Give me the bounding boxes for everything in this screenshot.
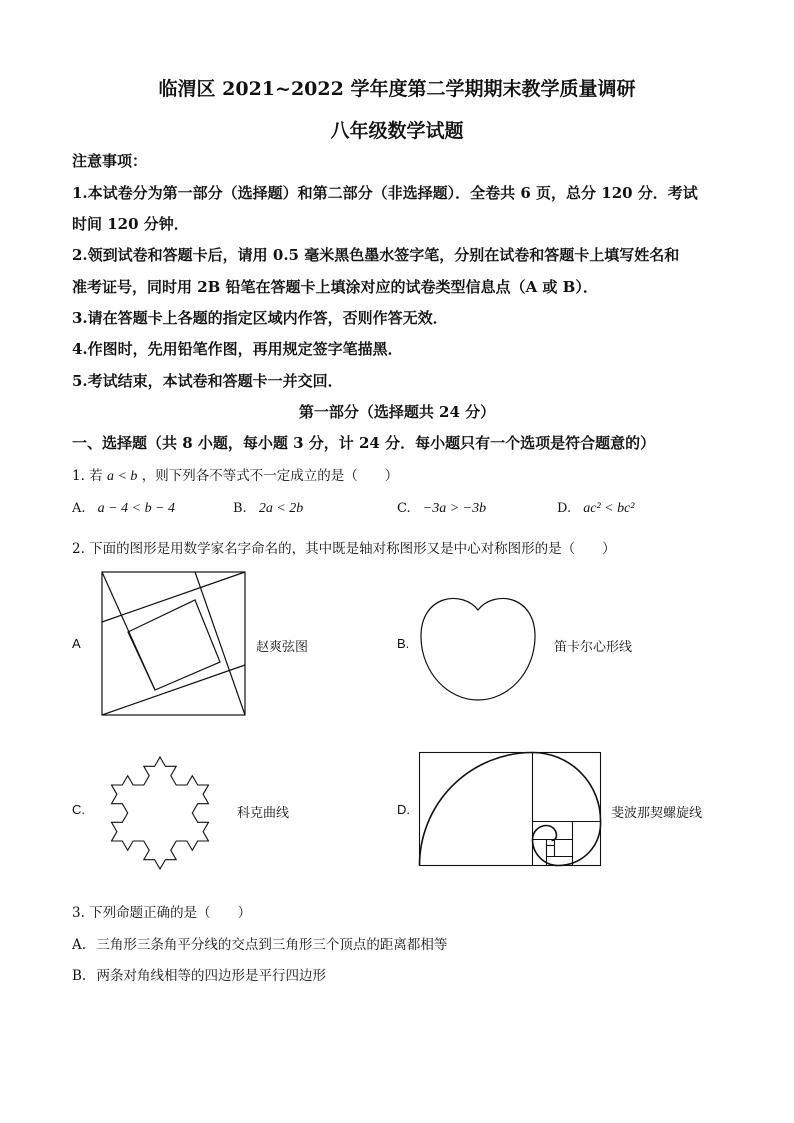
- question-2-option-c-letter[interactable]: C.: [72, 802, 85, 817]
- exam-title: 临渭区 2021~2022 学年度第二学期期末教学质量调研: [158, 78, 636, 100]
- question-2-option-c-caption: 科克曲线: [237, 805, 290, 820]
- question-1-option-a[interactable]: [72, 501, 175, 517]
- question-2-option-d-letter[interactable]: D.: [397, 802, 410, 817]
- question-3-option-a[interactable]: [72, 933, 447, 953]
- question-1-stem: [72, 464, 398, 485]
- note-item-4: 4.作图时，先用铅笔作图，再用规定签字笔描黑．: [72, 340, 403, 358]
- option-letter: B.: [72, 968, 87, 984]
- question-3-option-b[interactable]: [72, 964, 326, 984]
- option-letter: A.: [72, 501, 86, 516]
- question-1-stem-suffix: ，则下列各不等式不一定成立的是（ ）: [141, 468, 399, 484]
- question-2-option-b-letter[interactable]: B.: [397, 636, 410, 651]
- question-2-option-a-letter[interactable]: A: [72, 636, 81, 651]
- cardioid-curve: [418, 588, 538, 703]
- question-1-option-b[interactable]: [233, 501, 303, 517]
- note-item-2-line-1: 2.领到试卷和答题卡后，请用 0.5 毫米黑色墨水签字笔，分别在试卷和答题卡上填写姓名和: [72, 246, 680, 264]
- option-expression: −3a > −3b: [422, 501, 487, 516]
- option-expression: ac² < bc²: [583, 501, 635, 516]
- option-text: 两条对角线相等的四边形是平行四边形: [96, 968, 327, 984]
- option-expression: 2a < 2b: [258, 501, 304, 516]
- note-item-1-line-2: 时间 120 分钟．: [72, 215, 189, 233]
- note-item-3: 3.请在答题卡上各题的指定区域内作答，否则作答无效．: [72, 309, 448, 327]
- note-item-1-line-1: 1.本试卷分为第一部分（选择题）和第二部分（非选择题）．全卷共 6 页，总分 120 分．考试: [72, 184, 698, 202]
- section-one-heading: 一、选择题（共 8 小题，每小题 3 分，计 24 分．每小题只有一个选项是符合题意的）: [72, 434, 656, 452]
- option-letter: B.: [233, 501, 247, 516]
- question-2-option-b-caption: 笛卡尔心形线: [554, 639, 633, 654]
- option-letter: A.: [72, 937, 87, 953]
- notes-heading: 注意事项：: [72, 152, 148, 170]
- part-one-heading: 第一部分（选择题共 24 分）: [298, 403, 496, 421]
- option-text: 三角形三条角平分线的交点到三角形三个顶点的距离都相等: [96, 937, 448, 953]
- fibonacci-spiral: [419, 752, 602, 867]
- option-letter: C.: [397, 501, 411, 516]
- zhao-shuang-chord-diagram: [100, 570, 248, 718]
- koch-snowflake: [95, 737, 225, 885]
- question-2-stem: 2. 下面的图形是用数学家名字命名的，其中既是轴对称图形又是中心对称图形的是（ ）: [72, 541, 616, 557]
- question-3-stem: 3. 下列命题正确的是（ ）: [72, 905, 252, 921]
- question-1-option-d[interactable]: [557, 501, 635, 517]
- question-1-condition: a < b: [106, 469, 138, 484]
- question-2-option-a-caption: 赵爽弦图: [256, 639, 309, 654]
- koch-outline: [112, 757, 209, 869]
- option-letter: D.: [557, 501, 572, 516]
- option-expression: a − 4 < b − 4: [97, 501, 176, 516]
- question-1-stem-prefix: 1. 若: [72, 468, 103, 484]
- note-item-2-line-2: 准考证号，同时用 2B 铅笔在答题卡上填涂对应的试卷类型信息点（A 或 B）．: [72, 278, 598, 296]
- note-item-5: 5.考试结束，本试卷和答题卡一并交回．: [72, 372, 343, 390]
- question-2-option-d-caption: 斐波那契螺旋线: [611, 805, 703, 820]
- exam-subtitle: 八年级数学试题: [330, 120, 464, 142]
- question-1-option-c[interactable]: [397, 501, 486, 517]
